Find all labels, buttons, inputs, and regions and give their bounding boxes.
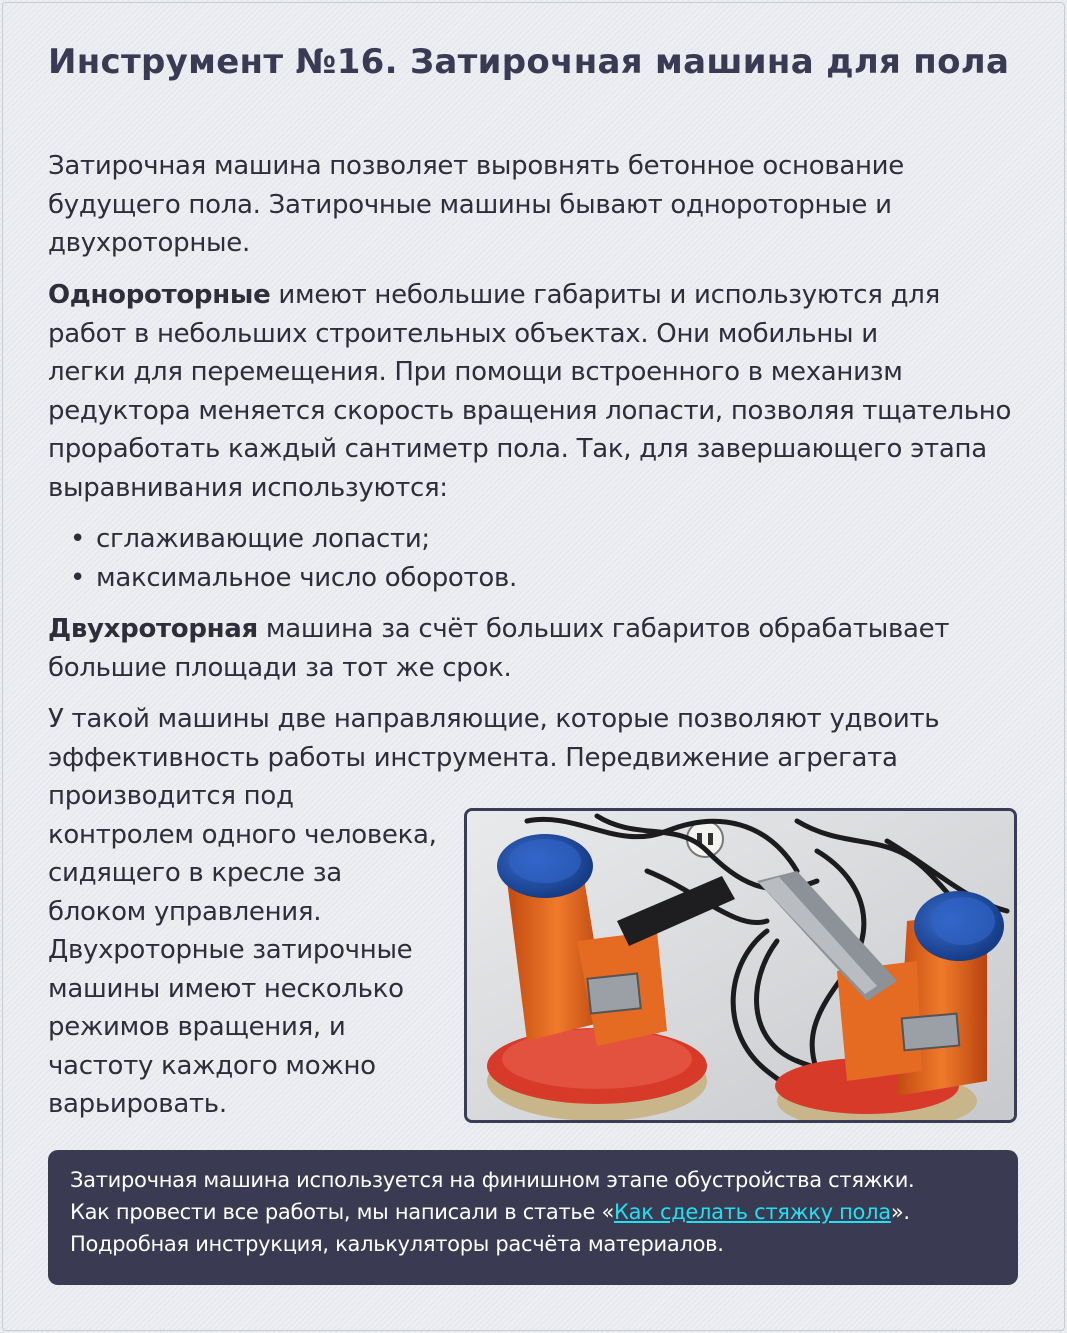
details-line: производится под [48,781,294,811]
info-line: Затирочная машина используется на финишном этапе обустройства стяжки. [70,1168,915,1192]
intro-line: Затирочная машина позволяет выровнять бетонное основание [48,151,904,181]
intro-line: двухроторные. [48,228,250,258]
details-line: блоком управления. [48,896,322,927]
single-rotor-line: легки для перемещения. При помощи встроенного в механизм [48,357,903,387]
double-rotor-paragraph [48,610,949,687]
details-line: варьировать. [48,1089,227,1119]
single-rotor-line: работ в небольших строительных объектах. Они мобильны и [48,318,878,349]
details-line: сидящего в кресле за [48,858,342,888]
details-line: У такой машины две направляющие, которые позволяют удвоить [48,704,940,734]
floor-trowel-illustration [467,811,1014,1120]
details-line: эффективность работы инструмента. Передвижение агрегата [48,742,898,773]
list-item: • максимальное число оборотов. [70,559,517,598]
single-rotor-term: Однороторные [48,280,271,310]
article-link[interactable]: Как сделать стяжку пола [614,1200,891,1224]
info-line-prefix: Как провести все работы, мы написали в статье « [70,1200,615,1224]
details-line: частоту каждого можно [48,1050,376,1081]
page-title: Инструмент №16. Затирочная машина для пола [48,42,1010,82]
details-line: контролем одного человека, [48,819,437,850]
single-rotor-paragraph [48,276,1011,507]
details-line: машины имеют несколько [48,973,404,1004]
intro-line: будущего пола. Затирочные машины бывают однороторные и [48,189,892,220]
info-callout [48,1150,1018,1285]
info-line: Подробная инструкция, калькуляторы расчёта материалов. [70,1232,724,1256]
intro-paragraph [48,147,904,263]
double-rotor-line: большие площади за тот же срок. [48,652,512,683]
single-rotor-line: редуктора меняется скорость вращения лопасти, позволяя тщательно [48,395,1012,426]
bullet-list [70,520,517,597]
double-rotor-line-rest: машина за счёт больших габаритов обрабатывает [257,614,950,644]
single-rotor-line: выравнивания используются: [48,472,448,503]
single-rotor-line: проработать каждый сантиметр пола. Так, для завершающего этапа [48,434,987,464]
info-line [70,1196,996,1228]
list-item: • сглаживающие лопасти; [70,520,517,559]
info-line-suffix: ». [890,1200,910,1224]
single-rotor-line-rest: имеют небольшие габариты и используются для [270,280,940,310]
single-rotor-line [48,276,1011,315]
details-line: режимов вращения, и [48,1012,346,1042]
double-rotor-term: Двухроторная [48,614,258,644]
machine-photo [464,808,1017,1123]
details-line: Двухроторные затирочные [48,935,413,965]
double-rotor-line [48,610,949,649]
